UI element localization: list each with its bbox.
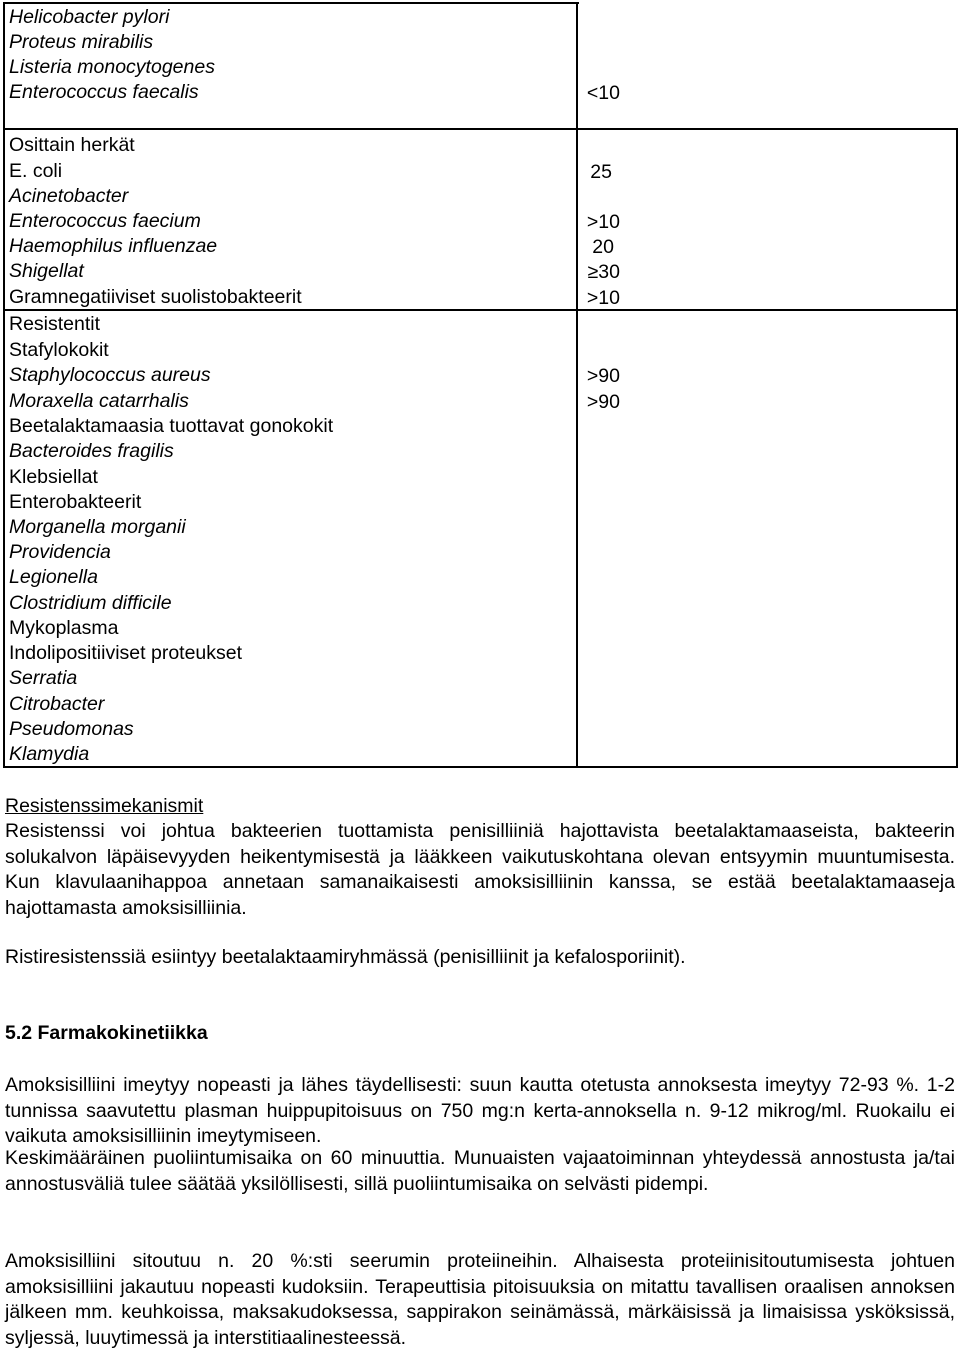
organism-name: Clostridium difficile	[9, 592, 172, 614]
organism-name: Haemophilus influenzae	[9, 235, 218, 257]
organism-name: Morganella morganii	[9, 516, 186, 538]
organism-name: Gramnegatiiviset suolistobakteerit	[9, 286, 302, 308]
organism-name: Acinetobacter	[9, 185, 129, 207]
resistance-value: >10	[586, 211, 620, 233]
organism-name: Mykoplasma	[9, 617, 119, 639]
resistance-value: 20	[592, 236, 614, 258]
organism-name: Staphylococcus aureus	[9, 364, 211, 386]
organism-name: Shigellat	[9, 260, 84, 282]
table-border-top	[3, 2, 579, 4]
mechanisms-paragraph: Resistenssi voi johtua bakteerien tuottamista penisilliiniä hajottavista beetalaktamaaseista, bakteerin solukalvon läpäisevyyden heikentymisestä ja lääkkeen vaikutuskohtana olevan entsyymin muuntumisesta. Kun klavulaanihappoa annetaan samanaikaisesti amoksisilliinin kanssa, se estää beetalaktamaaseja hajottamasta amoksisilliinia.	[5, 820, 955, 919]
organism-name: Beetalaktamaasia tuottavat gonokokit	[9, 415, 334, 437]
organism-name: E. coli	[9, 160, 63, 182]
organism-name: Klebsiellat	[9, 466, 98, 488]
category-header: Osittain herkät	[9, 134, 135, 156]
resistance-value: >90	[586, 391, 620, 413]
organism-name: Moraxella catarrhalis	[9, 390, 189, 412]
resistance-value: 25	[590, 161, 612, 183]
resistance-value: <10	[586, 82, 620, 104]
organism-name: Enterococcus faecium	[9, 210, 201, 232]
table-row-divider	[3, 128, 958, 130]
organism-name: Helicobacter pylori	[9, 6, 170, 28]
resistance-value: >90	[586, 365, 620, 387]
organism-name: Stafylokokit	[9, 339, 109, 361]
organism-name: Serratia	[9, 667, 78, 689]
organism-name: Enterobakteerit	[9, 491, 142, 513]
resistance-value: ≥30	[587, 261, 620, 283]
pharmacokinetics-paragraph-distribution: Amoksisilliini sitoutuu n. 20 %:sti seerumin proteiineihin. Alhaisesta proteiinisitoutumisesta johtuen amoksisilliini jakautuu nopeasti kudoksiin. Terapeuttisia pitoisuuksia on mitattu tavallisen oraalisen annoksen jälkeen mm. keuhkoissa, maksakudoksessa, sappirakon seinämässä, märkäisissä ja limaisissa ysköksissä, syljessä, luuytimessä ja interstitiaalinesteessä.	[5, 1250, 955, 1349]
organism-name: Citrobacter	[9, 693, 105, 715]
organism-name: Indolipositiiviset proteukset	[9, 642, 243, 664]
organism-name: Enterococcus faecalis	[9, 81, 199, 103]
organism-name: Listeria monocytogenes	[9, 56, 215, 78]
organism-name: Proteus mirabilis	[9, 31, 154, 53]
table-border-bottom	[3, 766, 958, 768]
cross-resistance-paragraph: Ristiresistenssiä esiintyy beetalaktaamiryhmässä (penisilliinit ja kefalosporiinit).	[5, 946, 686, 968]
mechanisms-heading	[5, 794, 955, 820]
pharmacokinetics-paragraph-halflife: Keskimääräinen puoliintumisaika on 60 minuuttia. Munuaisten vajaatoiminnan yhteydessä annostusta ja/tai annostusväliä tulee säätää yksilöllisesti, sillä puoliintumisaika on selvästi pidempi.	[5, 1147, 955, 1195]
category-header: Resistentit	[9, 313, 101, 335]
section-heading: 5.2 Farmakokinetiikka	[5, 1022, 208, 1044]
mechanisms-heading-text: Resistenssimekanismit	[5, 795, 204, 817]
organism-name: Legionella	[9, 566, 98, 588]
organism-name: Klamydia	[9, 743, 90, 765]
table-border-left	[3, 2, 5, 768]
table-border-right	[956, 128, 958, 768]
organism-name: Providencia	[9, 541, 111, 563]
organism-name: Bacteroides fragilis	[9, 440, 174, 462]
table-row-divider	[3, 309, 958, 311]
pharmacokinetics-paragraph-absorption: Amoksisilliini imeytyy nopeasti ja lähes täydellisesti: suun kautta otetusta annoksesta imeytyy 72-93 %. 1-2 tunnissa saavutettu plasman huippupitoisuus on 750 mg:n kerta-annoksella n. 9-12 mikrog/ml. Ruokailu ei vaikuta amoksisilliinin imeytymiseen.	[5, 1074, 955, 1148]
organism-name: Pseudomonas	[9, 718, 134, 740]
resistance-value: >10	[586, 287, 620, 309]
